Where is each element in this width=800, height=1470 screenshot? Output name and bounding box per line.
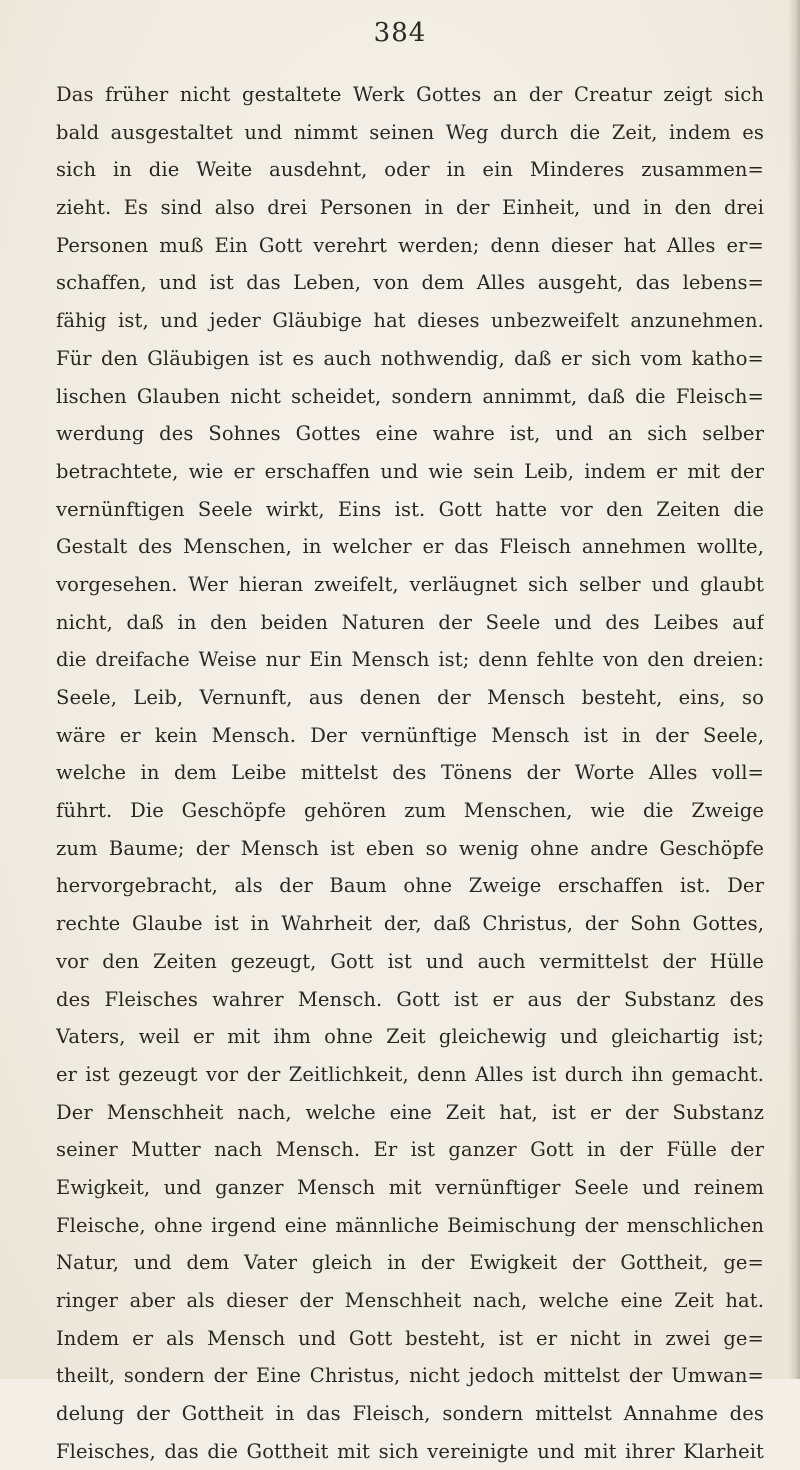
text-line: er ist gezeugt vor der Zeitlichkeit, denn Alles ist durch ihn gemacht. — [56, 1062, 764, 1086]
text-line: vor den Zeiten gezeugt, Gott ist und auch vermittelst der Hülle — [56, 949, 764, 973]
text-line: rechte Glaube ist in Wahrheit der, daß Christus, der Sohn Gottes, — [56, 912, 764, 936]
text-line: des Fleisches wahrer Mensch. Gott ist er aus der Substanz des — [56, 987, 764, 1011]
text-line: welche in dem Leibe mittelst des Tönens der Worte Alles voll= — [56, 761, 764, 785]
text-line: führt. Die Geschöpfe gehören zum Menschen, wie die Zweige — [56, 799, 764, 823]
text-line: werdung des Sohnes Gottes eine wahre ist, und an sich selber — [56, 422, 764, 446]
text-line: betrachtete, wie er erschaffen und wie sein Leib, indem er mit der — [56, 459, 764, 483]
page-number: 384 — [373, 18, 427, 48]
text-line: theilt, sondern der Eine Christus, nicht jedoch mittelst der Umwan= — [56, 1364, 764, 1388]
text-line: hervorgebracht, als der Baum ohne Zweige erschaffen ist. Der — [56, 874, 764, 898]
text-line: schaffen, und ist das Leben, von dem Alles ausgeht, das lebens= — [56, 271, 764, 295]
text-line: Fleisches, das die Gottheit mit sich vereinigte und mit ihrer Klarheit — [56, 1439, 764, 1463]
page-edge-shadow — [788, 0, 800, 1379]
text-line: nicht, daß in den beiden Naturen der Seele und des Leibes auf — [56, 610, 764, 634]
text-line: lischen Glauben nicht scheidet, sondern annimmt, daß die Fleisch= — [56, 384, 764, 408]
text-line: Fleische, ohne irgend eine männliche Beimischung der menschlichen — [56, 1213, 764, 1237]
text-line: Seele, Leib, Vernunft, aus denen der Mensch besteht, eins, so — [56, 686, 764, 709]
text-line: vernünftigen Seele wirkt, Eins ist. Gott hatte vor den Zeiten die — [56, 497, 764, 521]
text-line: fähig ist, und jeder Gläubige hat dieses unbezweifelt anzunehmen. — [56, 309, 764, 333]
text-line: Indem er als Mensch und Gott besteht, ist er nicht in zwei ge= — [56, 1326, 764, 1350]
text-line: Personen muß Ein Gott verehrt werden; denn dieser hat Alles er= — [56, 233, 764, 257]
text-line: Natur, und dem Vater gleich in der Ewigkeit der Gottheit, ge= — [56, 1251, 764, 1275]
text-line: die dreifache Weise nur Ein Mensch ist; denn fehlte von den dreien: — [56, 648, 764, 672]
text-line: wäre er kein Mensch. Der vernünftige Mensch ist in der Seele, — [56, 723, 764, 747]
text-line: Für den Gläubigen ist es auch nothwendig, daß er sich vom katho= — [56, 346, 764, 370]
text-line: zieht. Es sind also drei Personen in der Einheit, und in den drei — [56, 196, 764, 220]
text-line: ringer aber als dieser der Menschheit nach, welche eine Zeit hat. — [56, 1289, 764, 1312]
text-line: Das früher nicht gestaltete Werk Gottes an der Creatur zeigt sich — [56, 83, 764, 106]
text-line: sich in die Weite ausdehnt, oder in ein Minderes zusammen= — [56, 158, 764, 182]
text-line: zum Baume; der Mensch ist eben so wenig ohne andre Geschöpfe — [56, 836, 764, 860]
body-text — [56, 76, 764, 1470]
text-line: Gestalt des Menschen, in welcher er das Fleisch annehmen wollte, — [56, 535, 764, 559]
text-line: Der Menschheit nach, welche eine Zeit hat, ist er der Substanz — [56, 1100, 764, 1124]
text-line: delung der Gottheit in das Fleisch, sondern mittelst Annahme des — [56, 1402, 764, 1426]
text-line: vorgesehen. Wer hieran zweifelt, verläugnet sich selber und glaubt — [56, 572, 764, 596]
text-line: Ewigkeit, und ganzer Mensch mit vernünftiger Seele und reinem — [56, 1175, 764, 1199]
text-line: bald ausgestaltet und nimmt seinen Weg durch die Zeit, indem es — [56, 120, 764, 144]
text-line: Vaters, weil er mit ihm ohne Zeit gleichewig und gleichartig ist; — [56, 1025, 764, 1049]
text-line: seiner Mutter nach Mensch. Er ist ganzer Gott in der Fülle der — [56, 1138, 764, 1162]
